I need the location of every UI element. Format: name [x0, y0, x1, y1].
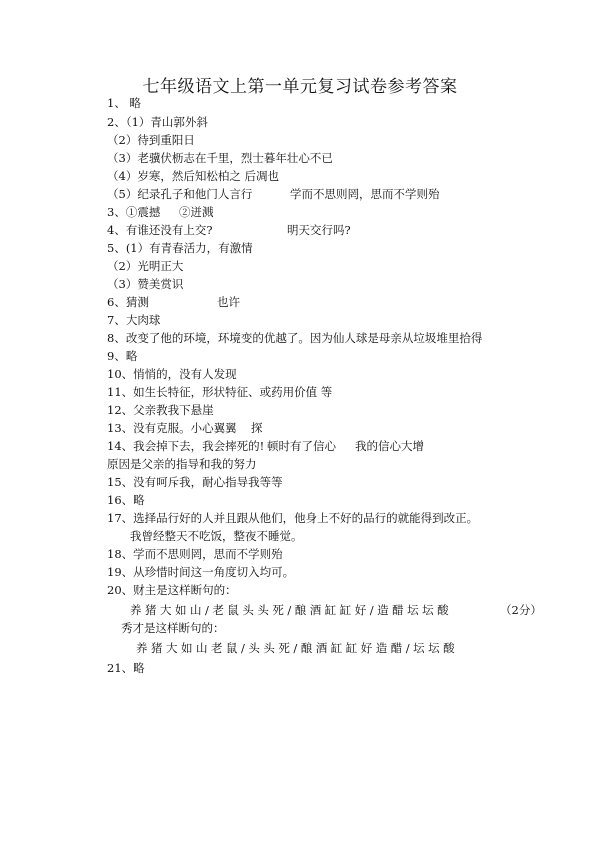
line-text: 17、选择品行好的人并且跟从他们，他身上不好的品行的就能得到改正。: [107, 511, 479, 525]
line-text-right: 也许: [217, 295, 240, 309]
line-text: （5）纪录孔子和他门人言行: [107, 187, 253, 201]
line-text: （2）光明正大: [107, 259, 184, 273]
line-text: 15、没有呵斥我，耐心指导我等等: [107, 475, 283, 489]
line-text-right: 我的信心大增: [355, 439, 424, 453]
line-text: （3）赞美赏识: [107, 277, 184, 291]
line-text-middle: 顿时有了信心: [267, 439, 336, 453]
line-text-right: 学而不思则罔，思而不学则殆: [290, 187, 440, 201]
line-text: 9、略: [107, 349, 138, 363]
line-text: 12、父亲教我下悬崖: [107, 403, 214, 417]
line-text: 10、悄悄的，没有人发现: [107, 367, 237, 381]
line-text-right: 明天交行吗?: [287, 223, 351, 237]
line-text: 8、改变了他的环境，环境变的优越了。因为仙人球是母亲从垃圾堆里拾得: [107, 331, 483, 345]
line-text-right: （2分）: [500, 603, 542, 617]
line-text: 1、 略: [107, 96, 141, 110]
line-text: 3、①震撼: [107, 205, 161, 219]
line-text: 5、(1）有青春活力，有激情: [107, 241, 253, 255]
line-text: 18、学而不思则罔，思而不学则殆: [107, 547, 283, 561]
line-text: 养猪大如山/老鼠头头死/酿酒缸缸好/造醋坛坛酸: [130, 603, 453, 617]
line-text: （2）待到重阳日: [107, 133, 195, 147]
line-text: 4、有谁还没有上交?: [107, 223, 213, 237]
line-text: 7、大肉球: [107, 313, 161, 327]
line-text: 20、财主是这样断句的：: [107, 583, 237, 597]
line-text-right: 探: [251, 421, 263, 435]
line-text: （3）老骥伏枥志在千里，烈士暮年壮心不已: [107, 151, 333, 165]
line-text: 原因是父亲的指导和我的努力: [107, 457, 257, 471]
line-text: 6、猜测: [107, 295, 149, 309]
line-text: 我曾经整天不吃饭，整夜不睡觉。: [130, 529, 303, 543]
line-text-right: ②迸溅: [179, 205, 214, 219]
line-text: 16、略: [107, 493, 145, 507]
line-text: 秀才是这样断句的：: [121, 621, 225, 635]
line-text: 14、我会掉下去，我会摔死的!: [107, 439, 265, 453]
line-text: 养猪大如山老鼠/头头死/酿酒缸缸好造醋/坛坛酸: [136, 641, 459, 655]
document-title: 七年级语文上第一单元复习试卷参考答案: [142, 77, 458, 97]
line-text: （4）岁寒，然后知松柏之 后凋也: [107, 169, 279, 183]
line-text: 11、如生长特征，形状特征、或药用价值 等: [107, 385, 333, 399]
line-text: 21、略: [107, 661, 145, 675]
line-text: 2、（1）青山郭外斜: [107, 115, 208, 129]
line-text: 19、从珍惜时间这一角度切入均可。: [107, 565, 295, 579]
line-text: 13、没有克服。小心翼翼: [107, 421, 237, 435]
